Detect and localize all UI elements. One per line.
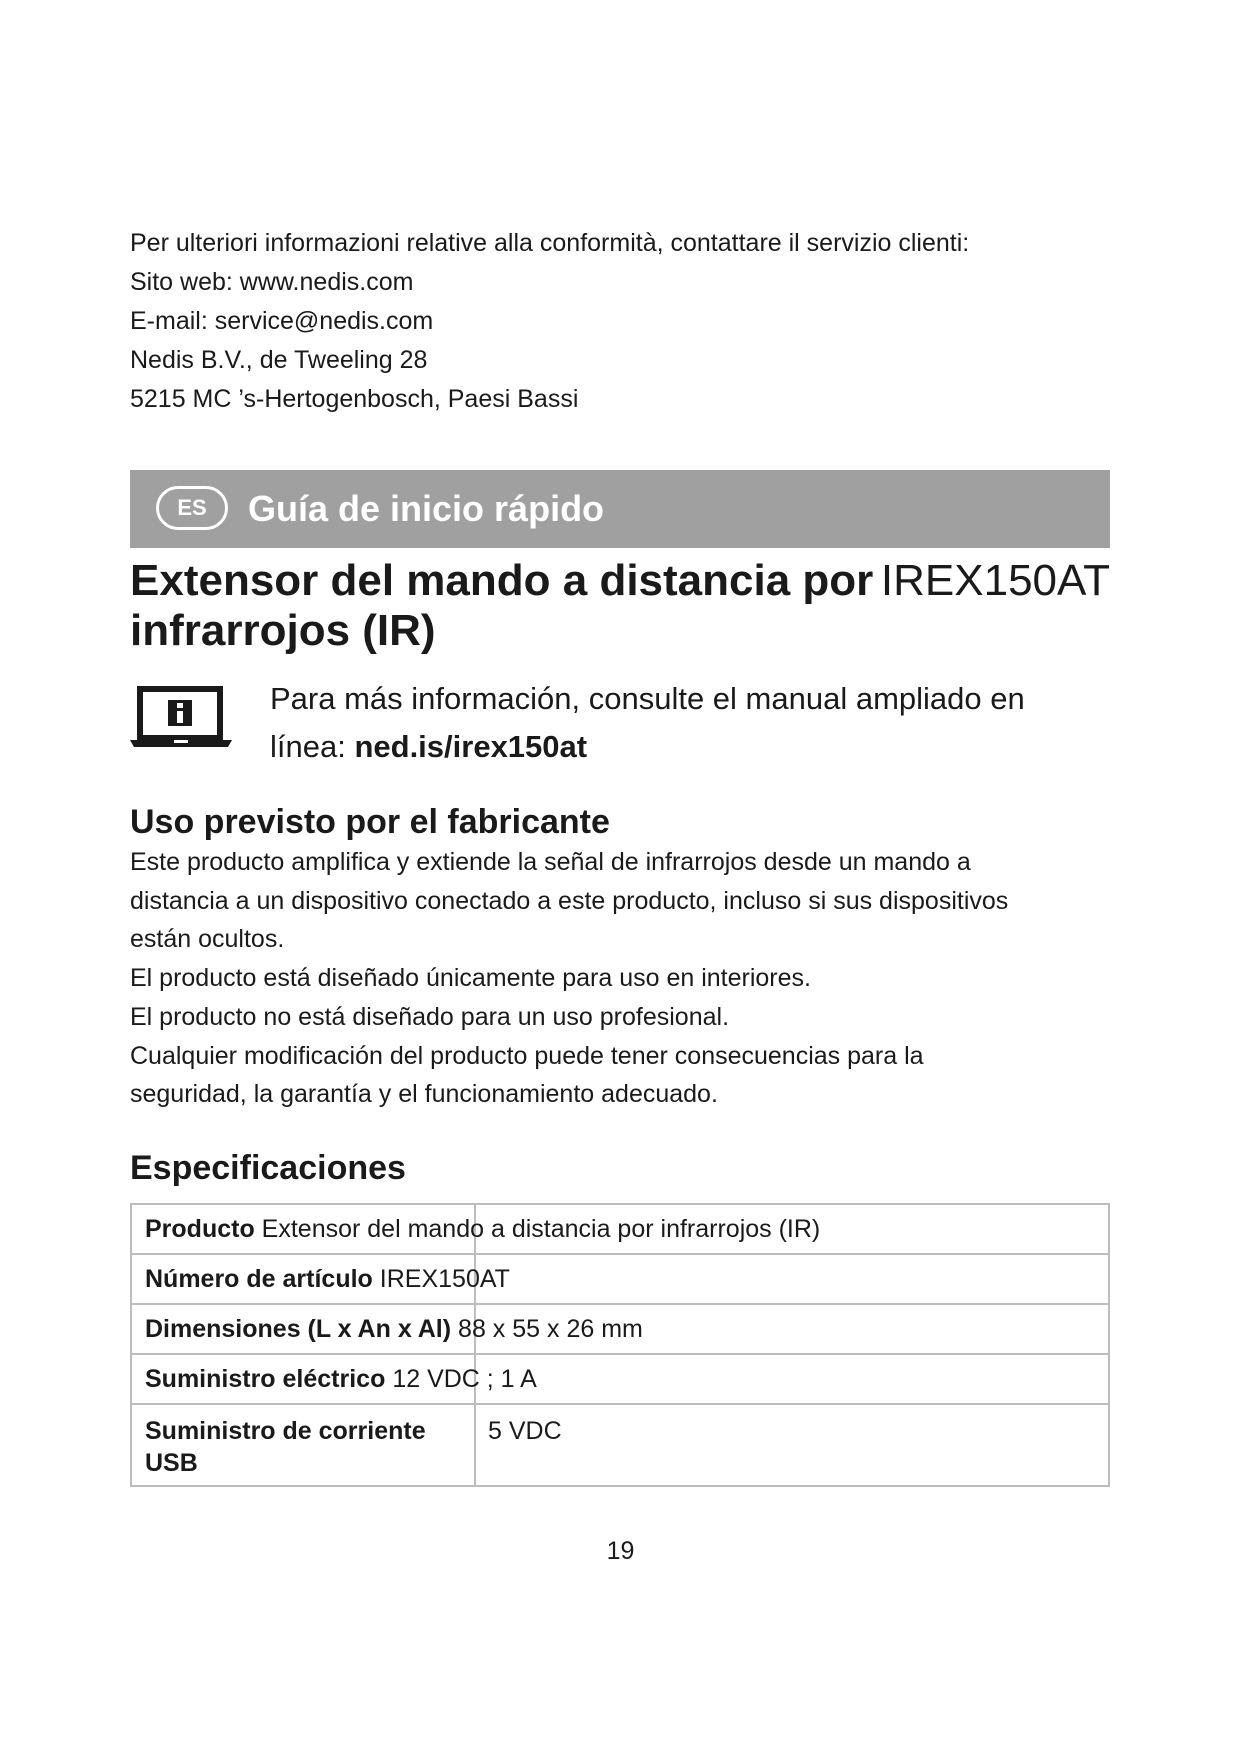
spec-label: Producto — [145, 1215, 255, 1243]
spec-value: 5 VDC — [488, 1417, 562, 1445]
info-text — [270, 675, 1090, 771]
product-title-line2: infrarrojos (IR) — [130, 606, 436, 655]
spec-value: 12 VDC ; 1 A — [392, 1365, 537, 1393]
usage-line: distancia a un dispositivo conectado a este producto, incluso si sus dispositivos — [130, 886, 1009, 915]
product-title — [130, 556, 873, 656]
laptop-info-icon — [130, 686, 232, 748]
usage-line: están ocultos. — [130, 925, 285, 954]
language-badge: ES — [156, 486, 228, 530]
usage-line: Cualquier modificación del producto puede tener consecuencias para la — [130, 1041, 924, 1070]
usage-body — [130, 843, 1120, 1114]
spec-label: Suministro de corriente USB — [145, 1417, 426, 1477]
table-row — [132, 1255, 1108, 1305]
contact-info — [130, 224, 969, 419]
contact-line: Per ulteriori informazioni relative alla conformità, contattare il servizio clienti: — [130, 229, 970, 257]
usage-line: seguridad, la garantía y el funcionamiento adecuado. — [130, 1080, 718, 1109]
contact-line: E-mail: service@nedis.com — [130, 307, 434, 335]
section-banner — [130, 470, 1110, 548]
usage-heading: Uso previsto por el fabricante — [130, 803, 610, 841]
table-row — [132, 1305, 1108, 1355]
spec-value: Extensor del mando a distancia por infrarrojos (IR) — [261, 1215, 821, 1243]
product-title-line1: Extensor del mando a distancia por — [130, 556, 874, 605]
specs-table — [130, 1203, 1110, 1487]
spec-label: Número de artículo — [145, 1265, 373, 1293]
usage-line: Este producto amplifica y extiende la señal de infrarrojos desde un mando a — [130, 848, 971, 876]
spec-label: Dimensiones (L x An x Al) — [145, 1315, 452, 1343]
table-row — [132, 1355, 1108, 1405]
contact-line: Sito web: www.nedis.com — [130, 268, 414, 296]
table-row — [132, 1205, 1108, 1255]
model-code: IREX150AT — [880, 556, 1110, 605]
page-number: 19 — [606, 1537, 635, 1565]
spec-value: IREX150AT — [379, 1265, 510, 1293]
contact-line: 5215 MC ’s-Hertogenbosch, Paesi Bassi — [130, 385, 579, 413]
contact-line: Nedis B.V., de Tweeling 28 — [130, 346, 428, 374]
usage-line: El producto no está diseñado para un uso profesional. — [130, 1002, 730, 1031]
spec-label: Suministro eléctrico — [145, 1365, 386, 1393]
spec-value: 88 x 55 x 26 mm — [458, 1315, 643, 1343]
info-text-body: Para más información, consulte el manual ampliado en línea: — [270, 681, 1025, 764]
banner-title: Guía de inicio rápido — [248, 488, 605, 529]
table-row — [132, 1405, 1108, 1485]
usage-line: El producto está diseñado únicamente para uso en interiores. — [130, 964, 811, 993]
specs-heading: Especificaciones — [130, 1149, 406, 1187]
manual-link[interactable]: ned.is/irex150at — [354, 729, 588, 764]
